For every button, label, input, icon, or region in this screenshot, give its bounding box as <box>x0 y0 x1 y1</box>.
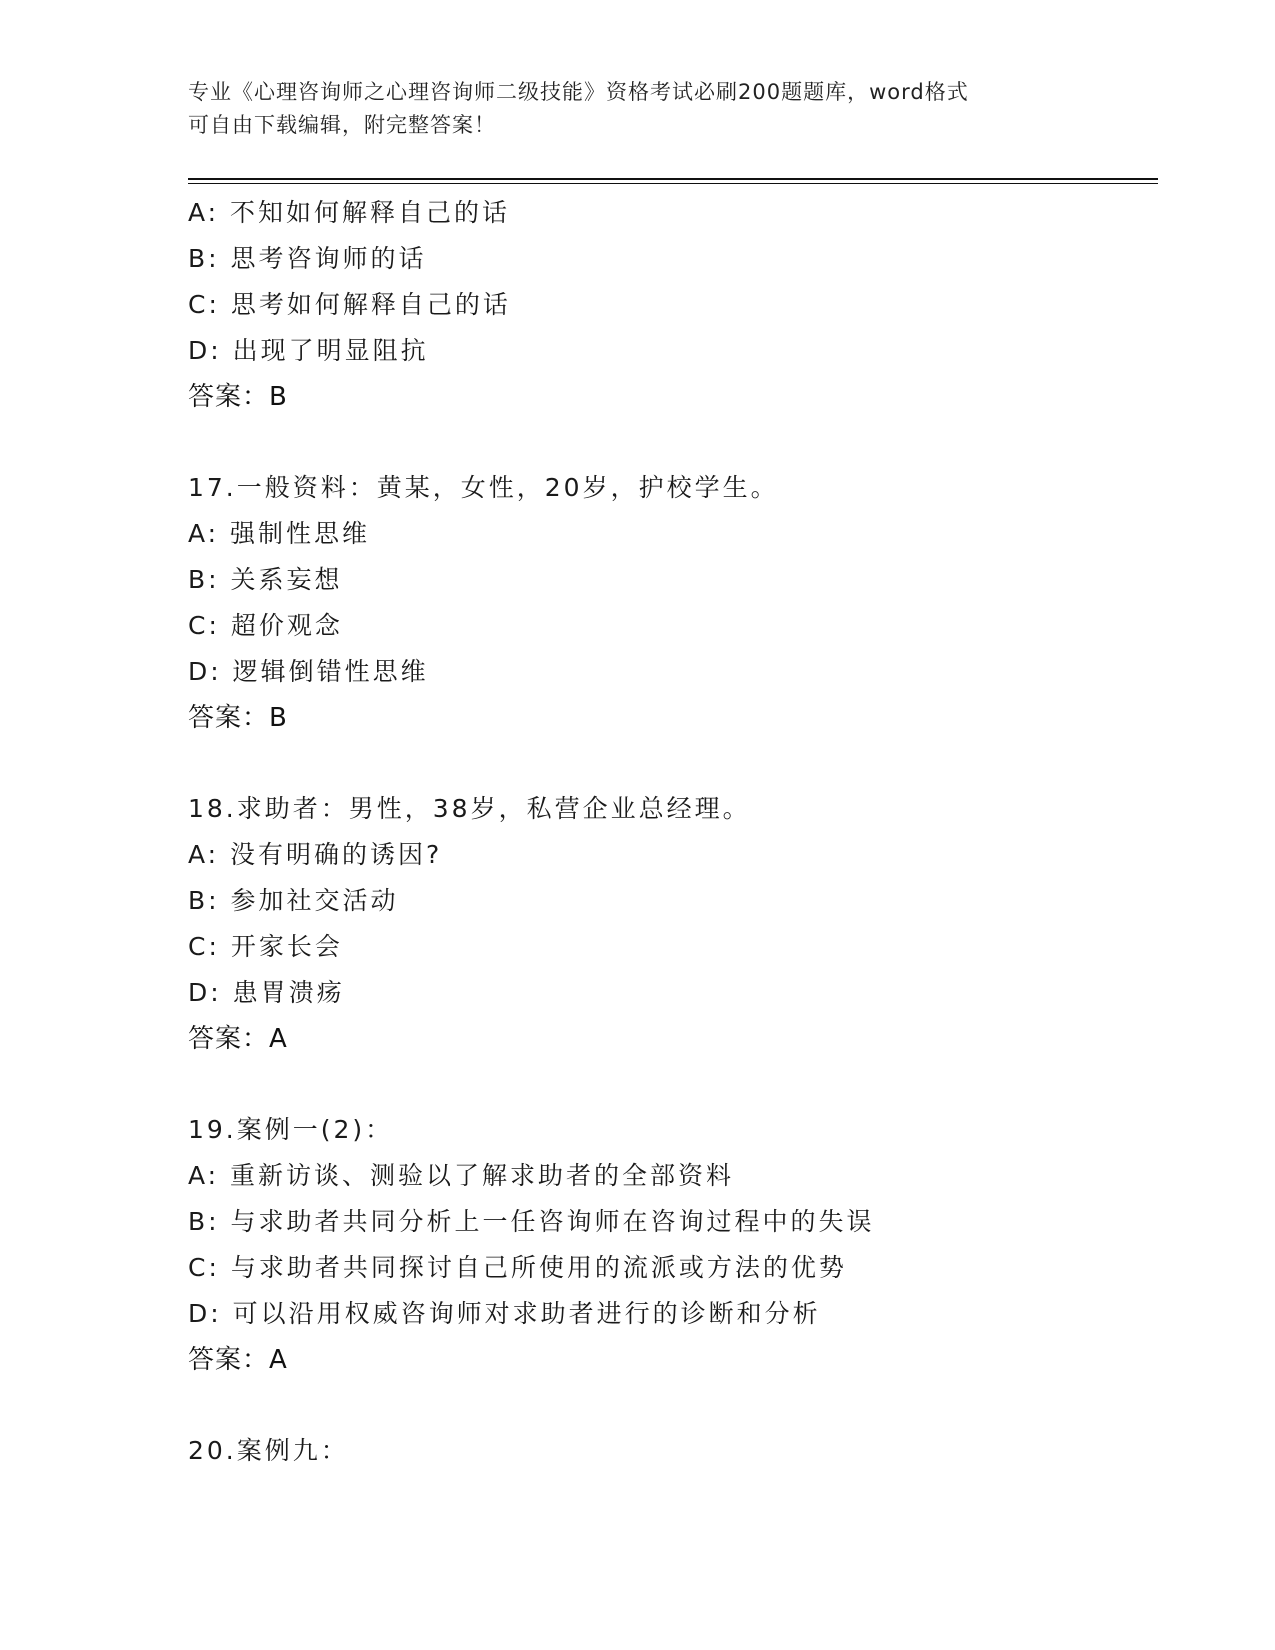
header-line-1: 专业《心理咨询师之心理咨询师二级技能》资格考试必刷200题题库，word格式 <box>188 80 969 104</box>
option-a: A: 强制性思维 <box>188 519 371 548</box>
option-c: C: 超价观念 <box>188 611 343 640</box>
option-b: B: 关系妄想 <box>188 565 343 594</box>
option-b: B: 与求助者共同分析上一任咨询师在咨询过程中的失误 <box>188 1207 875 1236</box>
option-c: C: 与求助者共同探讨自己所使用的流派或方法的优势 <box>188 1253 847 1282</box>
option-a: A: 没有明确的诱因? <box>188 840 443 869</box>
answer-line: 答案：A <box>188 1345 288 1375</box>
option-d: D: 逻辑倒错性思维 <box>188 657 429 686</box>
option-d: D: 患胃溃疡 <box>188 978 345 1007</box>
continued-question <box>188 190 1158 420</box>
question-stem: 17.一般资料：黄某，女性，20岁，护校学生。 <box>188 473 779 502</box>
option-b: B: 思考咨询师的话 <box>188 244 427 273</box>
option-d: D: 出现了明显阻抗 <box>188 336 429 365</box>
question-stem: 20.案例九： <box>188 1436 349 1465</box>
question-20 <box>188 1428 1158 1474</box>
question-stem: 19.案例一(2)： <box>188 1115 394 1144</box>
option-a: A: 重新访谈、测验以了解求助者的全部资料 <box>188 1161 735 1190</box>
header-rule-thick <box>188 178 1158 180</box>
option-c: C: 开家长会 <box>188 932 343 961</box>
answer-line: 答案：B <box>188 382 288 412</box>
question-17 <box>188 465 1158 741</box>
question-list <box>188 190 1158 1474</box>
option-b: B: 参加社交活动 <box>188 886 399 915</box>
option-d: D: 可以沿用权威咨询师对求助者进行的诊断和分析 <box>188 1299 821 1328</box>
question-19 <box>188 1107 1158 1383</box>
header-rule-thin <box>188 183 1158 184</box>
header-line-2: 可自由下载编辑，附完整答案！ <box>188 113 496 137</box>
question-18 <box>188 786 1158 1062</box>
option-c: C: 思考如何解释自己的话 <box>188 290 511 319</box>
document-header <box>188 76 1088 142</box>
answer-line: 答案：A <box>188 1024 288 1054</box>
answer-line: 答案：B <box>188 703 288 733</box>
option-a: A: 不知如何解释自己的话 <box>188 198 511 227</box>
question-stem: 18.求助者：男性，38岁，私营企业总经理。 <box>188 794 751 823</box>
